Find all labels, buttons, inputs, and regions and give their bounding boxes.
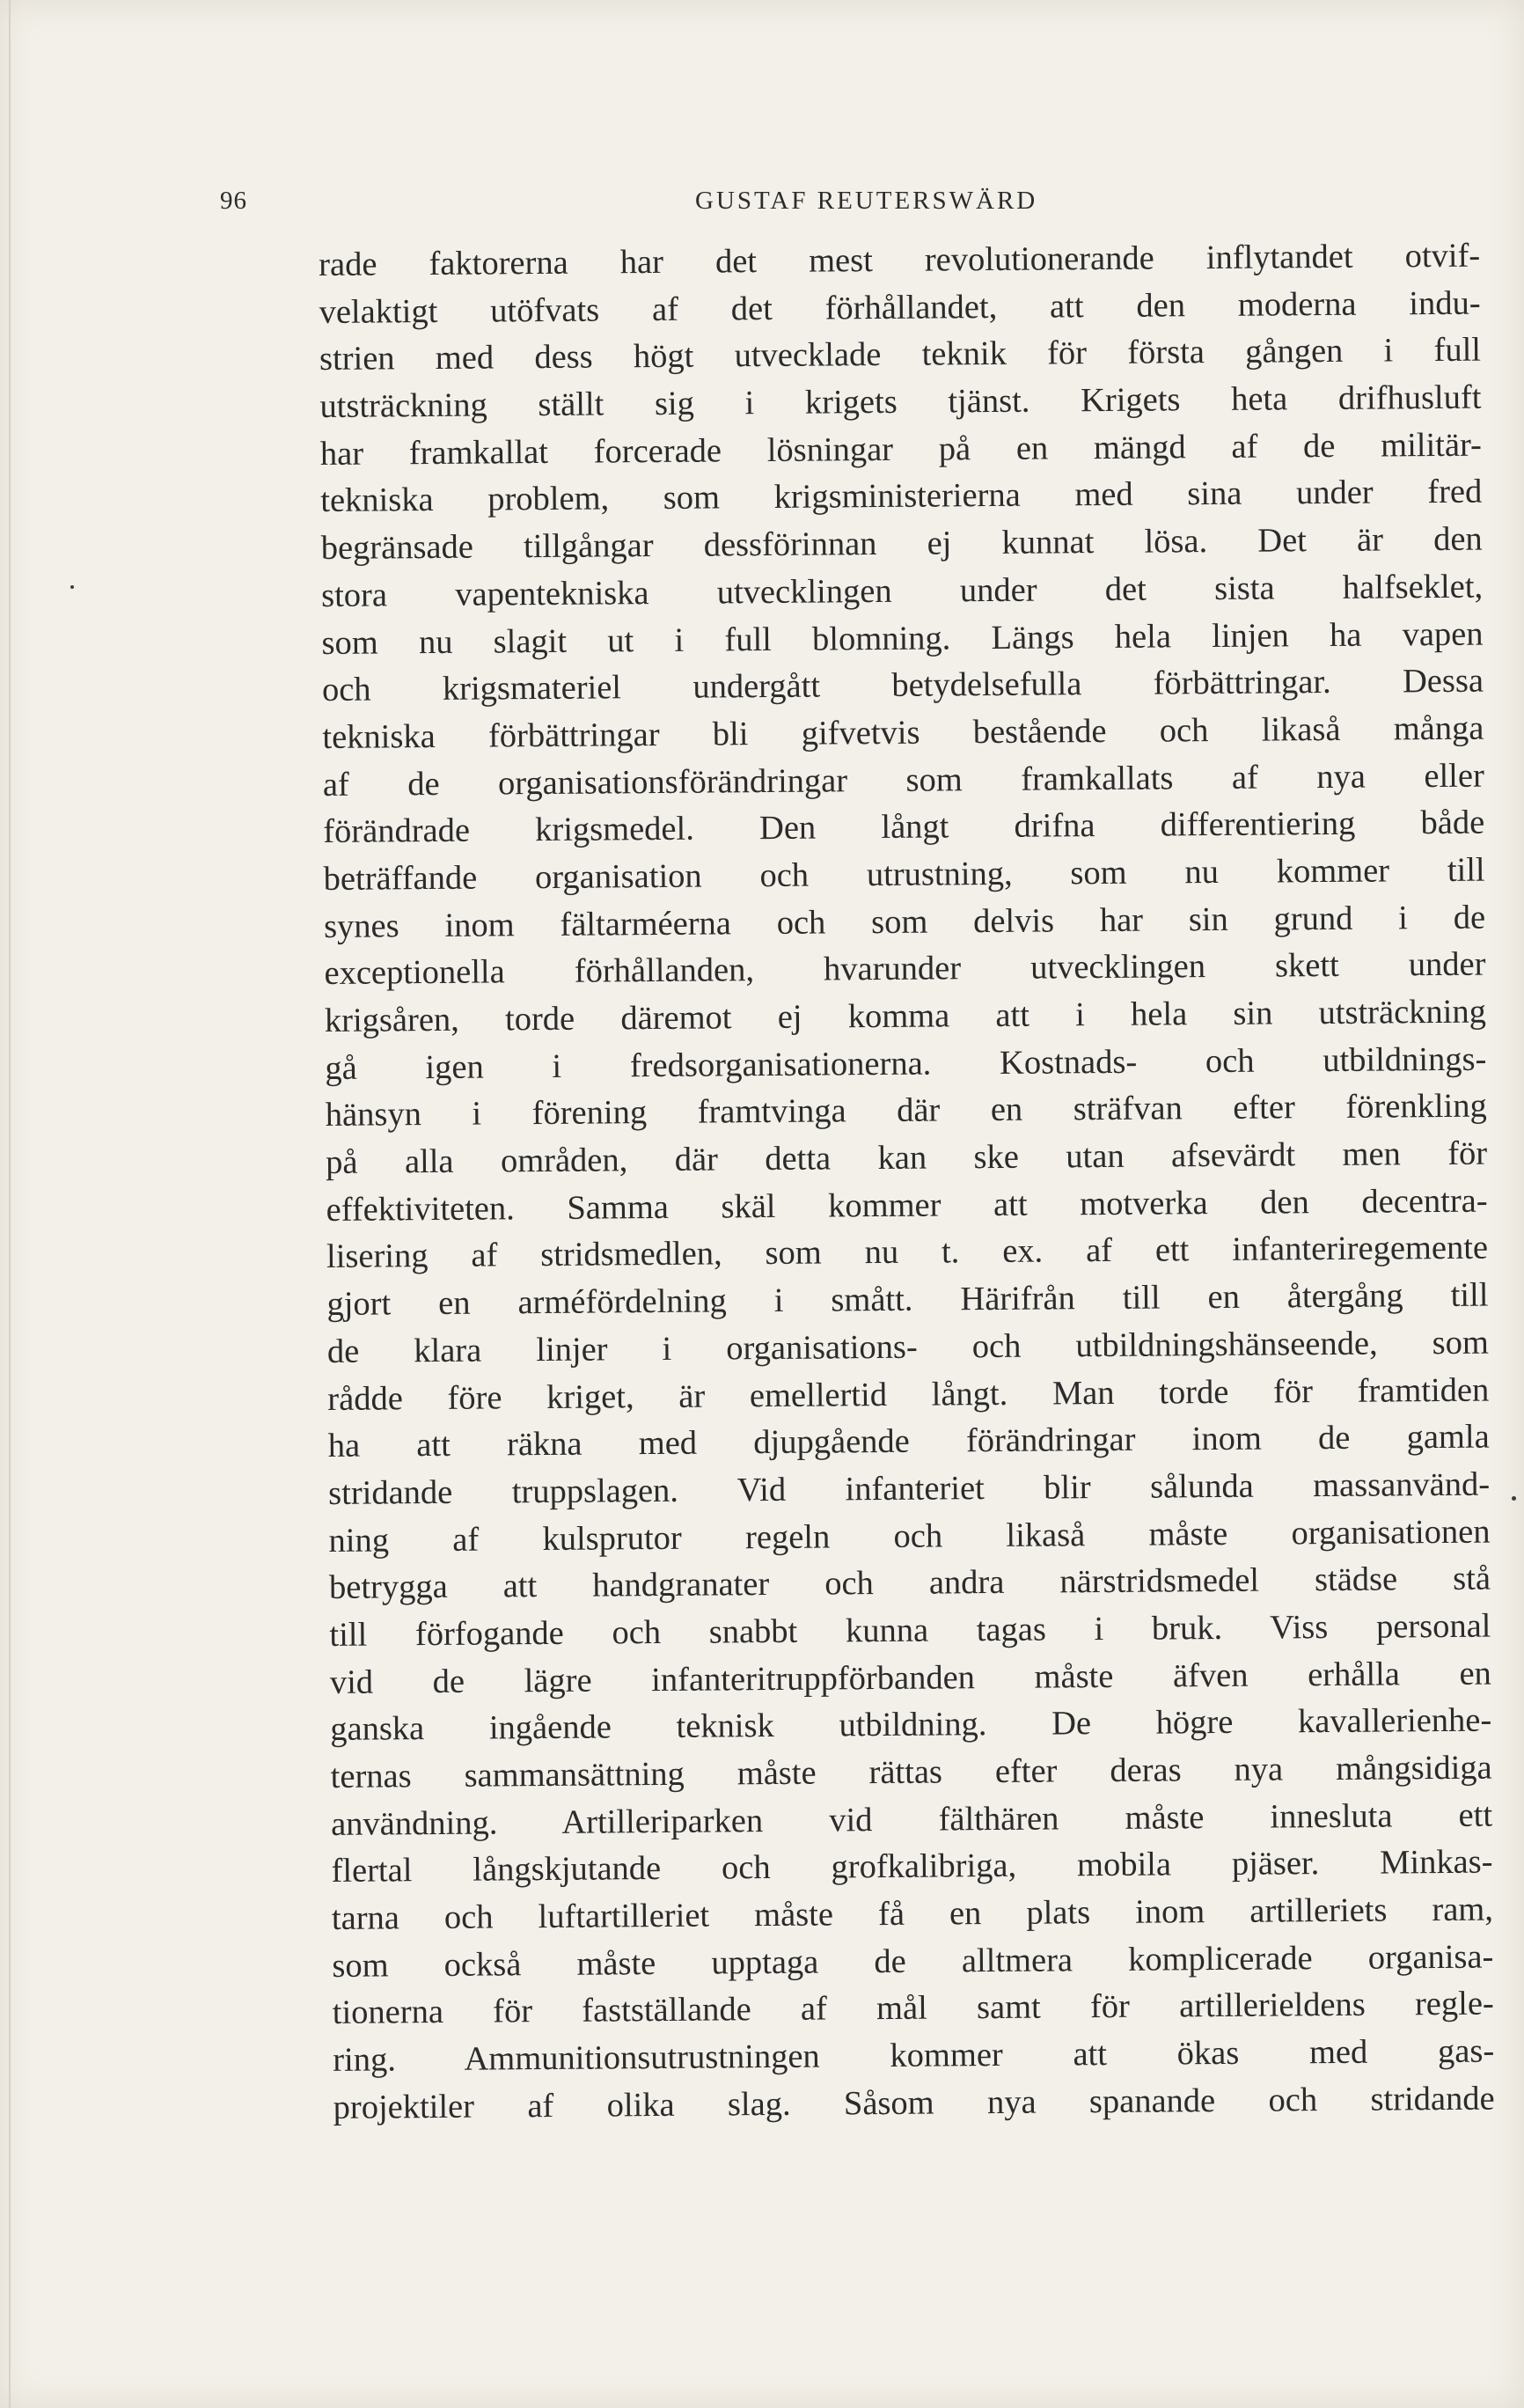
- text-line: begränsade tillgångar dessförinnan ej kunnat lösa. Det är den: [320, 520, 1483, 568]
- text-line: flertal långskjutande och grofkalibriga, mobila pjäser. Minkas-: [331, 1843, 1493, 1890]
- text-line: projektiler af olika slag. Såsom nya spanande och stridande: [333, 2080, 1495, 2126]
- text-line: strien med dess högt utvecklade teknik för första gången i full: [319, 332, 1482, 378]
- text-line: tekniska förbättringar bli gifvetvis bestående och likaså många: [322, 709, 1484, 756]
- text-line: användning. Artilleriparken vid fälthären måste innesluta ett: [330, 1796, 1493, 1843]
- page-edge: [9, 0, 11, 2408]
- text-line: synes inom fältarméerna och som delvis har sin grund i de: [323, 899, 1486, 945]
- text-line: exceptionella förhållanden, hvarunder utvecklingen skett under: [324, 945, 1486, 993]
- text-line: gjort en arméfördelning i smått. Härifrån till en återgång till: [326, 1276, 1489, 1324]
- page-header: [220, 187, 1487, 231]
- text-line: krigsåren, torde däremot ej komma att i hela sin utsträckning: [324, 993, 1487, 1039]
- text-line: utsträckning ställt sig i krigets tjänst. Krigets heta drifhusluft: [319, 378, 1482, 426]
- text-line: ternas sammansättning måste rättas efter deras nya mångsidiga: [330, 1749, 1492, 1795]
- text-line: rade faktorerna har det mest revolutionerande inflytandet otvif-: [319, 237, 1481, 283]
- text-line: har framkallat forcerade lösningar på en mängd af de militär-: [319, 426, 1483, 473]
- text-line: och krigsmateriel undergått betydelsefulla förbättringar. Dessa: [321, 662, 1484, 709]
- text-line: hänsyn i förening framtvinga där en sträfvan efter förenkling: [325, 1087, 1487, 1134]
- text-line: tionerna för fastställande af mål samt för artillerieldens regle-: [332, 1986, 1494, 2032]
- ink-speck: [70, 585, 74, 589]
- text-line: tarna och luftartilleriet måste få en plats inom artilleriets ram,: [331, 1890, 1494, 1938]
- text-line: effektiviteten. Samma skäl kommer att motverka den decentra-: [326, 1182, 1488, 1229]
- text-line: till förfogande och snabbt kunna tagas i bruk. Viss personal: [329, 1607, 1491, 1654]
- text-line: de klara linjer i organisations- och utbildningshänseende, som: [326, 1324, 1490, 1370]
- text-line: af de organisationsförändringar som framkallats af nya eller: [322, 757, 1484, 804]
- text-line: som också måste upptaga de alltmera komplicerade organisa-: [332, 1938, 1494, 1985]
- text-line: förändrade krigsmedel. Den långt drifna differentiering både: [323, 804, 1485, 851]
- body-text: [319, 233, 1495, 2133]
- text-line: beträffande organisation och utrustning, som nu kommer till: [323, 851, 1485, 898]
- text-line: ha att räkna med djupgående förändringar inom de gamla: [327, 1418, 1490, 1465]
- text-line: rådde före kriget, är emellertid långt. Man torde för framtiden: [327, 1371, 1490, 1418]
- text-line: ning af kulsprutor regeln och likaså måste organisationen: [328, 1513, 1491, 1560]
- text-line: stora vapentekniska utvecklingen under det sista halfseklet,: [320, 568, 1484, 614]
- page-number: 96: [220, 187, 247, 215]
- text-line: vid de lägre infanteritruppförbanden måste äfven erhålla en: [329, 1655, 1491, 1701]
- text-line: ganska ingående teknisk utbildning. De högre kavallerienhe-: [330, 1701, 1492, 1749]
- text-line: velaktigt utöfvats af det förhållandet, att den moderna indu-: [319, 284, 1481, 331]
- text-line: ring. Ammunitionsutrustningen kommer att ökas med gas-: [333, 2032, 1495, 2080]
- text-line: betrygga att handgranater och andra närstridsmedel städse stå: [328, 1560, 1491, 1607]
- text-line: tekniska problem, som krigsministerierna med sina under fred: [320, 474, 1483, 520]
- ink-speck: [1512, 1496, 1516, 1501]
- text-line: som nu slagit ut i full blomning. Längs hela linjen ha vapen: [321, 615, 1484, 662]
- text-line: gå igen i fredsorganisationerna. Kostnads- och utbildnings-: [325, 1040, 1487, 1087]
- text-line: stridande truppslagen. Vid infanteriet blir sålunda massanvänd-: [328, 1465, 1491, 1512]
- text-line: lisering af stridsmedlen, som nu t. ex. af ett infanteriregemente: [326, 1230, 1489, 1276]
- running-head: GUSTAF REUTERSWÄRD: [695, 187, 1038, 215]
- text-line: på alla områden, där detta kan ske utan afsevärdt men för: [326, 1134, 1488, 1182]
